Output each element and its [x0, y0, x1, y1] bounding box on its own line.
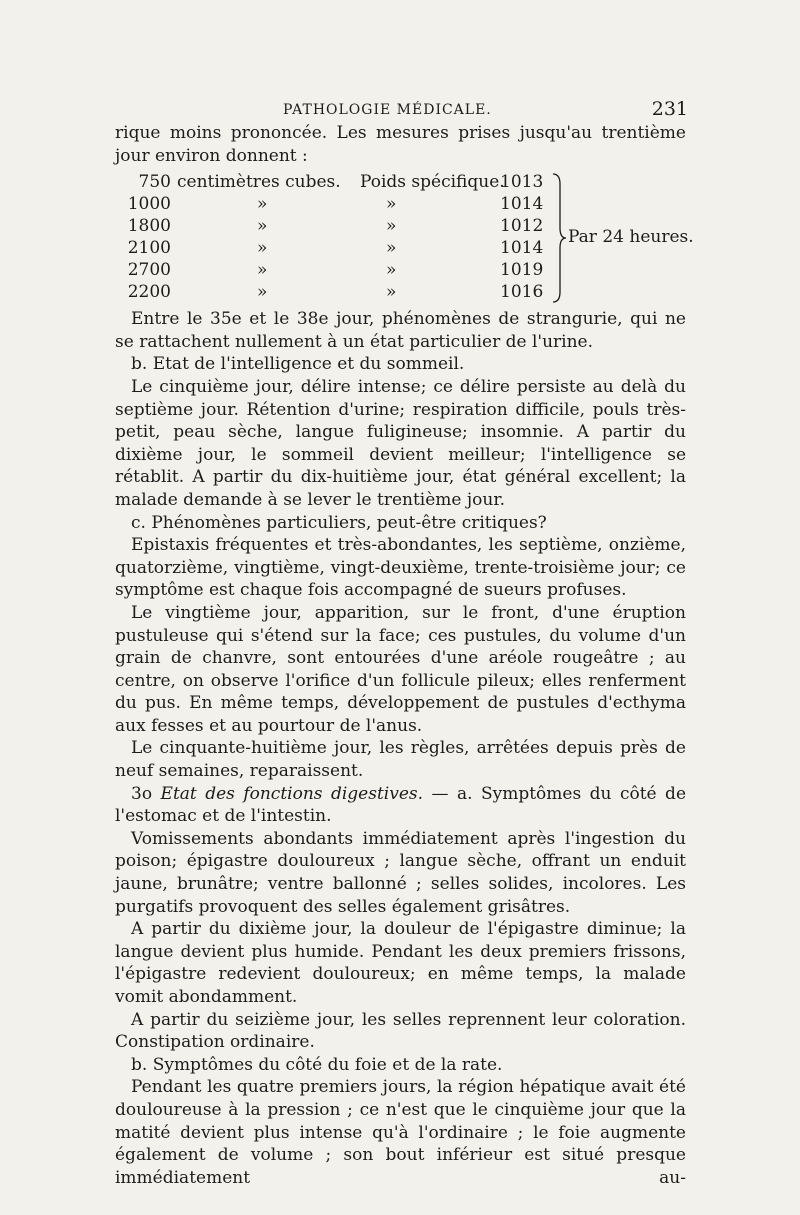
specific-gravity-cell: 1014 [500, 194, 544, 215]
volume-cell: 750 [138, 172, 171, 193]
volume-cell: 2100 [127, 238, 171, 259]
measure-row [115, 238, 555, 260]
paragraph: Entre le 35e et le 38e jour, phénomènes de strangurie, qui ne se rattachent nullement à un état particulier de l'urine. [115, 309, 686, 352]
specific-gravity-cell: 1016 [500, 282, 544, 303]
paragraph: Vomissements abondants immédiatement après l'ingestion du poison; épigastre douloureux ; langue sèche, offrant un enduit jaune, brunâtre; ventre ballonné ; selles solides, incolores. Les purgatifs provoquent des selles également grisâtres. [115, 828, 686, 917]
volume-cell: 1800 [127, 216, 171, 237]
ditto-mark: » [386, 260, 397, 281]
ditto-mark: » [386, 282, 397, 303]
ditto-mark: » [386, 238, 397, 259]
paragraph: Epistaxis fréquentes et très-abondantes, les septième, onzième, quatorzième, vingtième, vingt-deuxième, trente-troisième jour; ce symptôme est chaque fois accompagné de sueurs profuses. [115, 535, 686, 601]
duration-label: Par 24 heures. [568, 227, 694, 248]
poids-cell: Poids spécifique. [360, 172, 505, 193]
ditto-mark: » [257, 194, 268, 215]
measure-row [115, 282, 555, 304]
unit-cell: centimètres cubes. [177, 172, 341, 193]
intro-paragraph: rique moins prononcée. Les mesures prises jusqu'au trentième jour environ donnent : [115, 123, 686, 166]
specific-gravity-cell: 1014 [500, 238, 544, 259]
running-title: PATHOLOGIE MÉDICALE. [283, 102, 492, 118]
section-heading-digestive [115, 783, 686, 828]
paragraph: Pendant les quatre premiers jours, la région hépatique avait été douloureuse à la pression ; ce n'est que le cinquième jour que la matité devient plus intense qu'à l'ordinaire ; le foie augmente également de volume ; son bout inférieur est situé presque immédiatement au- [115, 1077, 686, 1188]
page-header [115, 98, 686, 122]
ditto-mark: » [257, 260, 268, 281]
volume-cell: 2200 [127, 282, 171, 303]
ditto-mark: » [257, 238, 268, 259]
paragraph: Le cinquante-huitième jour, les règles, arrêtées depuis près de neuf semaines, reparaissent. [115, 738, 686, 782]
ditto-mark: » [386, 216, 397, 237]
ditto-mark: » [257, 282, 268, 303]
specific-gravity-cell: 1013 [500, 172, 544, 193]
section-heading-b: b. Etat de l'intelligence et du sommeil. [131, 354, 465, 375]
section-heading-c: c. Phénomènes particuliers, peut-être critiques? [131, 512, 547, 533]
specific-gravity-cell: 1019 [500, 260, 544, 281]
urine-measures-table [115, 172, 694, 304]
section-heading-b-liver: b. Symptômes du côté du foie et de la rate. [131, 1054, 503, 1075]
section-title: Etat des fonctions digestives. [160, 783, 424, 804]
section-subtitle: — a. Symptômes du côté de l'estomac et de l'intestin. [115, 783, 687, 827]
book-page [115, 98, 694, 1189]
section-number: 3o [131, 783, 153, 804]
paragraph: A partir du dixième jour, la douleur de l'épigastre diminue; la langue devient plus humide. Pendant les deux premiers frissons, l'épigastre redevient douloureux; en même temps, la malade vomit abondamment. [115, 919, 686, 1007]
measure-row [115, 216, 555, 238]
volume-cell: 1000 [127, 194, 171, 215]
ditto-mark: » [386, 194, 397, 215]
volume-cell: 2700 [127, 260, 171, 281]
paragraph: Le cinquième jour, délire intense; ce délire persiste au delà du septième jour. Rétention d'urine; respiration difficile, pouls très-petit, peau sèche, langue fuligineuse; insomnie. A partir du dixième jour, le sommeil devient meilleur; l'intelligence se rétablit. A partir du dix-huitième jour, état général excellent; la malade demande à se lever le trentième jour. [115, 376, 686, 510]
ditto-mark: » [257, 216, 268, 237]
measure-row [115, 172, 555, 194]
paragraph: Le vingtième jour, apparition, sur le front, d'une éruption pustuleuse qui s'étend sur la face; ces pustules, du volume d'un grain de chanvre, sont entourées d'une aréole rougeâtre ; au centre, on observe l'orifice d'un follicule pileux; elles renferment du pus. En même temps, développement de pustules d'ecthyma aux fesses et au pourtour de l'anus. [115, 602, 686, 736]
page-number: 231 [651, 98, 688, 120]
measure-row [115, 260, 555, 282]
right-brace [551, 172, 567, 304]
specific-gravity-cell: 1012 [500, 216, 544, 237]
paragraph: A partir du seizième jour, les selles reprennent leur coloration. Constipation ordinaire. [115, 1009, 686, 1053]
measure-row [115, 194, 555, 216]
